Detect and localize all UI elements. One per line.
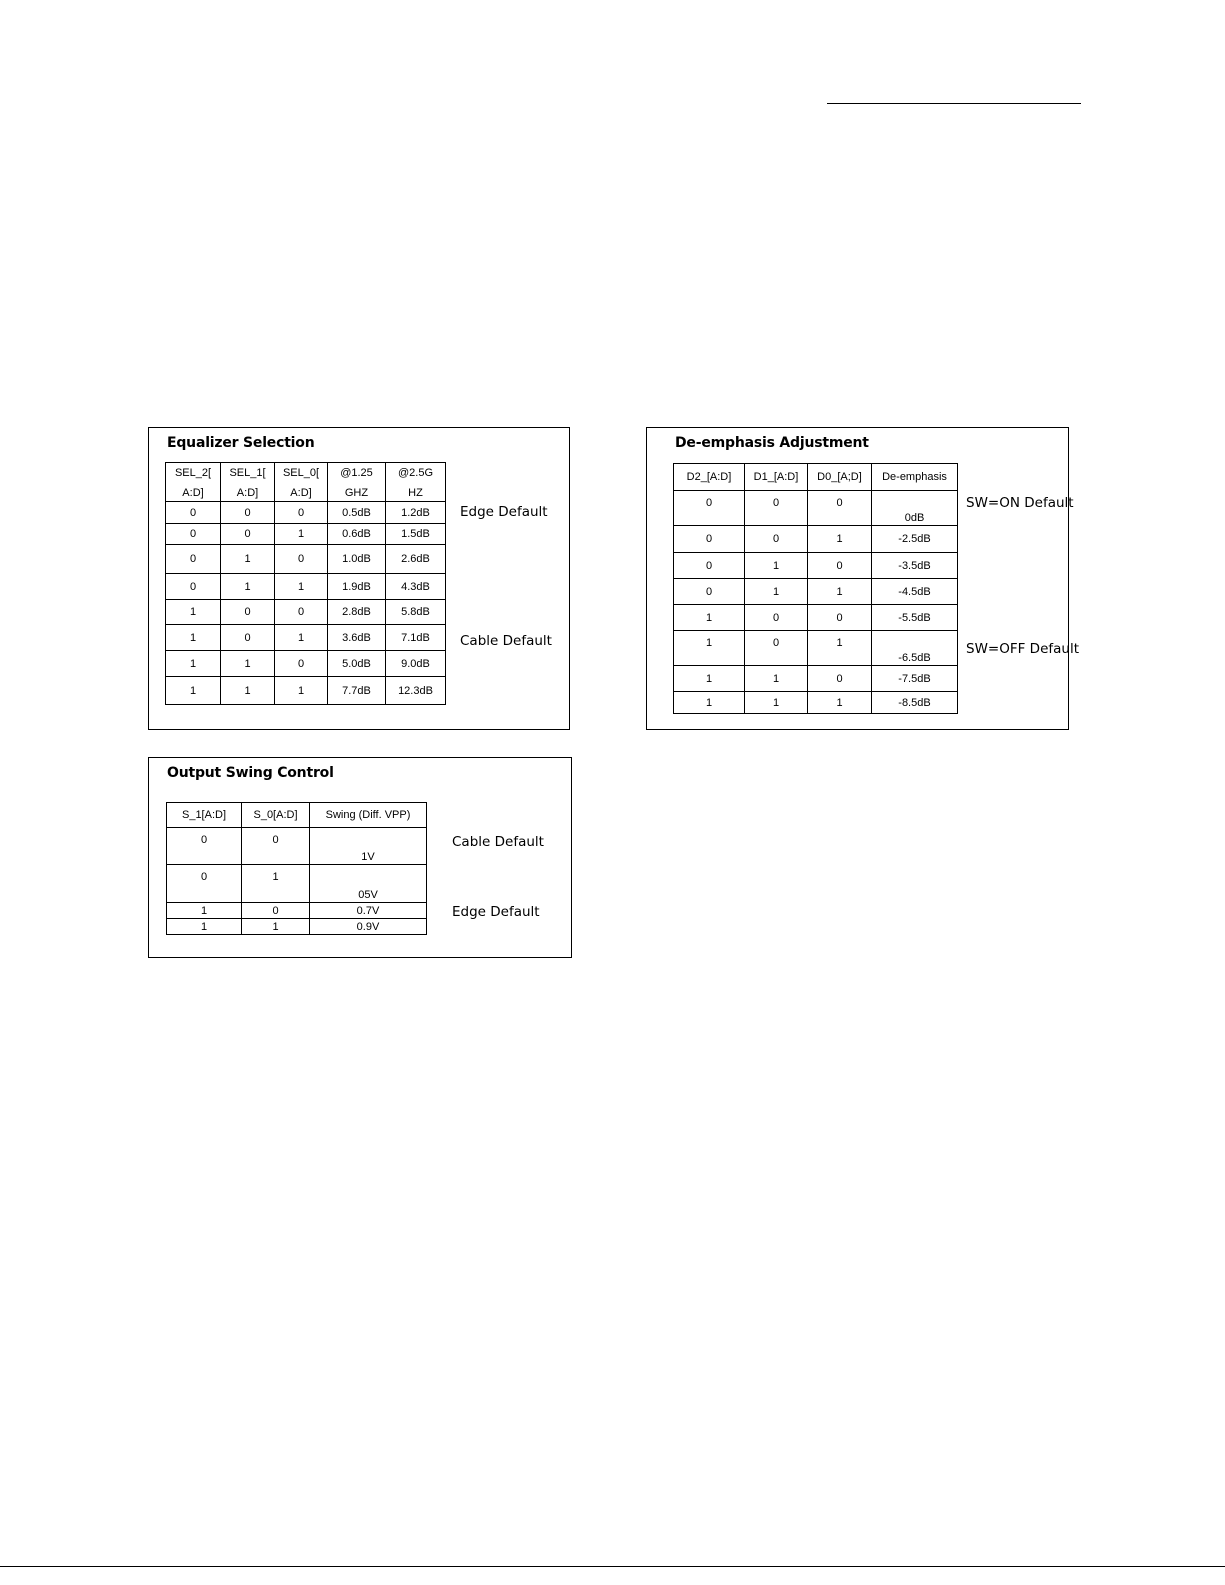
table-cell: 1 xyxy=(275,574,328,600)
header-cell: S_0[A:D] xyxy=(242,803,310,828)
table-cell: 0 xyxy=(674,579,745,605)
table-cell: 1 xyxy=(674,631,745,666)
table-cell: 0 xyxy=(166,574,221,600)
table-cell: 5.8dB xyxy=(386,600,446,625)
table-cell: 0 xyxy=(242,828,310,865)
cable-default-note: Cable Default xyxy=(452,834,544,850)
table-cell: 0 xyxy=(808,553,872,579)
table-cell: 1 xyxy=(167,903,242,919)
table-cell: 0 xyxy=(808,491,872,526)
equalizer-header-row xyxy=(166,463,446,502)
header-cell: SEL_0[ A:D] xyxy=(275,463,328,502)
table-cell: 0dB xyxy=(872,491,958,526)
table-cell: 0 xyxy=(674,491,745,526)
table-cell: 7.1dB xyxy=(386,625,446,651)
table-cell: 1 xyxy=(808,579,872,605)
footer-rule xyxy=(0,1566,1225,1567)
table-row xyxy=(674,605,958,631)
table-cell: 1 xyxy=(745,579,808,605)
header-cell: Swing (Diff. VPP) xyxy=(310,803,427,828)
table-cell: 1 xyxy=(674,666,745,692)
table-cell: 1 xyxy=(166,625,221,651)
table-row xyxy=(674,692,958,714)
edge-default-note: Edge Default xyxy=(460,504,548,520)
table-cell: 0 xyxy=(275,651,328,677)
table-row xyxy=(674,526,958,553)
deemphasis-adjustment-panel xyxy=(646,427,1080,730)
table-cell: 0.6dB xyxy=(328,524,386,545)
table-cell: 1.5dB xyxy=(386,524,446,545)
table-cell: 3.6dB xyxy=(328,625,386,651)
table-cell: 1 xyxy=(221,574,275,600)
table-cell: 1 xyxy=(275,677,328,705)
table-cell: -4.5dB xyxy=(872,579,958,605)
deemphasis-title: De-emphasis Adjustment xyxy=(675,435,869,451)
table-cell: 0.9V xyxy=(310,919,427,935)
table-cell: 1 xyxy=(275,625,328,651)
table-cell: 0 xyxy=(221,502,275,524)
swing-title: Output Swing Control xyxy=(167,765,334,781)
table-cell: 05V xyxy=(310,865,427,903)
table-row xyxy=(674,579,958,605)
table-cell: -7.5dB xyxy=(872,666,958,692)
table-cell: 0 xyxy=(221,600,275,625)
table-cell: 0 xyxy=(674,526,745,553)
table-cell: 0 xyxy=(808,666,872,692)
table-cell: -5.5dB xyxy=(872,605,958,631)
table-cell: 0 xyxy=(166,545,221,574)
table-cell: 0 xyxy=(275,600,328,625)
table-cell: 1 xyxy=(674,605,745,631)
table-cell: 1 xyxy=(808,631,872,666)
table-row xyxy=(166,677,446,705)
header-rule xyxy=(827,103,1081,104)
table-cell: 1 xyxy=(166,677,221,705)
table-row xyxy=(166,545,446,574)
cable-default-note: Cable Default xyxy=(460,633,552,649)
table-cell: 1 xyxy=(166,600,221,625)
table-cell: 0 xyxy=(221,524,275,545)
table-cell: 0.5dB xyxy=(328,502,386,524)
table-row xyxy=(166,502,446,524)
header-cell: De-emphasis xyxy=(872,464,958,491)
header-cell: D2_[A:D] xyxy=(674,464,745,491)
table-cell: 1V xyxy=(310,828,427,865)
table-cell: 1 xyxy=(674,692,745,714)
table-cell: 0 xyxy=(242,903,310,919)
table-row xyxy=(166,651,446,677)
table-cell: 0 xyxy=(808,605,872,631)
swing-table xyxy=(166,802,427,935)
table-row xyxy=(674,491,958,526)
table-cell: 0 xyxy=(674,553,745,579)
table-cell: 0.7V xyxy=(310,903,427,919)
table-cell: 0 xyxy=(745,631,808,666)
table-cell: -2.5dB xyxy=(872,526,958,553)
table-cell: 0 xyxy=(167,828,242,865)
table-cell: 9.0dB xyxy=(386,651,446,677)
table-cell: 2.8dB xyxy=(328,600,386,625)
table-cell: 0 xyxy=(745,526,808,553)
table-cell: 1 xyxy=(808,526,872,553)
table-cell: 0 xyxy=(167,865,242,903)
table-cell: 0 xyxy=(166,502,221,524)
table-cell: 4.3dB xyxy=(386,574,446,600)
table-cell: 1 xyxy=(745,666,808,692)
deemphasis-header-row xyxy=(674,464,958,491)
table-row xyxy=(674,553,958,579)
table-row xyxy=(167,919,427,935)
table-cell: -3.5dB xyxy=(872,553,958,579)
table-cell: 1 xyxy=(166,651,221,677)
table-cell: 0 xyxy=(221,625,275,651)
table-cell: 1 xyxy=(221,651,275,677)
table-row xyxy=(166,600,446,625)
equalizer-selection-panel xyxy=(148,427,570,730)
table-cell: 1 xyxy=(221,545,275,574)
table-cell: 0 xyxy=(275,502,328,524)
table-cell: 0 xyxy=(745,605,808,631)
table-row xyxy=(166,574,446,600)
table-cell: 1 xyxy=(167,919,242,935)
table-cell: 0 xyxy=(166,524,221,545)
table-row xyxy=(167,865,427,903)
table-cell: 1 xyxy=(242,865,310,903)
output-swing-control-panel xyxy=(148,757,572,958)
table-row xyxy=(166,625,446,651)
table-row xyxy=(167,903,427,919)
table-cell: 1 xyxy=(221,677,275,705)
table-cell: 12.3dB xyxy=(386,677,446,705)
table-cell: 1 xyxy=(275,524,328,545)
header-cell: S_1[A:D] xyxy=(167,803,242,828)
header-cell: SEL_2[ A:D] xyxy=(166,463,221,502)
table-cell: 1 xyxy=(745,553,808,579)
table-cell: 1 xyxy=(242,919,310,935)
sw-off-default-note: SW=OFF Default xyxy=(966,641,1080,657)
table-cell: 0 xyxy=(745,491,808,526)
table-row xyxy=(167,828,427,865)
equalizer-table xyxy=(165,462,446,705)
edge-default-note: Edge Default xyxy=(452,904,540,920)
swing-header-row xyxy=(167,803,427,828)
sw-on-default-note: SW=ON Default xyxy=(966,495,1074,511)
table-cell: 1 xyxy=(808,692,872,714)
table-cell: 0 xyxy=(275,545,328,574)
header-cell: D0_[A;D] xyxy=(808,464,872,491)
header-cell: @2.5G HZ xyxy=(386,463,446,502)
table-row xyxy=(166,524,446,545)
header-cell: D1_[A:D] xyxy=(745,464,808,491)
table-cell: 1.2dB xyxy=(386,502,446,524)
table-cell: 7.7dB xyxy=(328,677,386,705)
table-cell: -8.5dB xyxy=(872,692,958,714)
table-cell: 1 xyxy=(745,692,808,714)
table-cell: -6.5dB xyxy=(872,631,958,666)
table-row xyxy=(674,666,958,692)
table-cell: 5.0dB xyxy=(328,651,386,677)
table-row xyxy=(674,631,958,666)
equalizer-title: Equalizer Selection xyxy=(167,435,315,451)
table-cell: 2.6dB xyxy=(386,545,446,574)
deemphasis-table xyxy=(673,463,958,714)
table-cell: 1.9dB xyxy=(328,574,386,600)
table-cell: 1.0dB xyxy=(328,545,386,574)
header-cell: SEL_1[ A:D] xyxy=(221,463,275,502)
header-cell: @1.25 GHZ xyxy=(328,463,386,502)
